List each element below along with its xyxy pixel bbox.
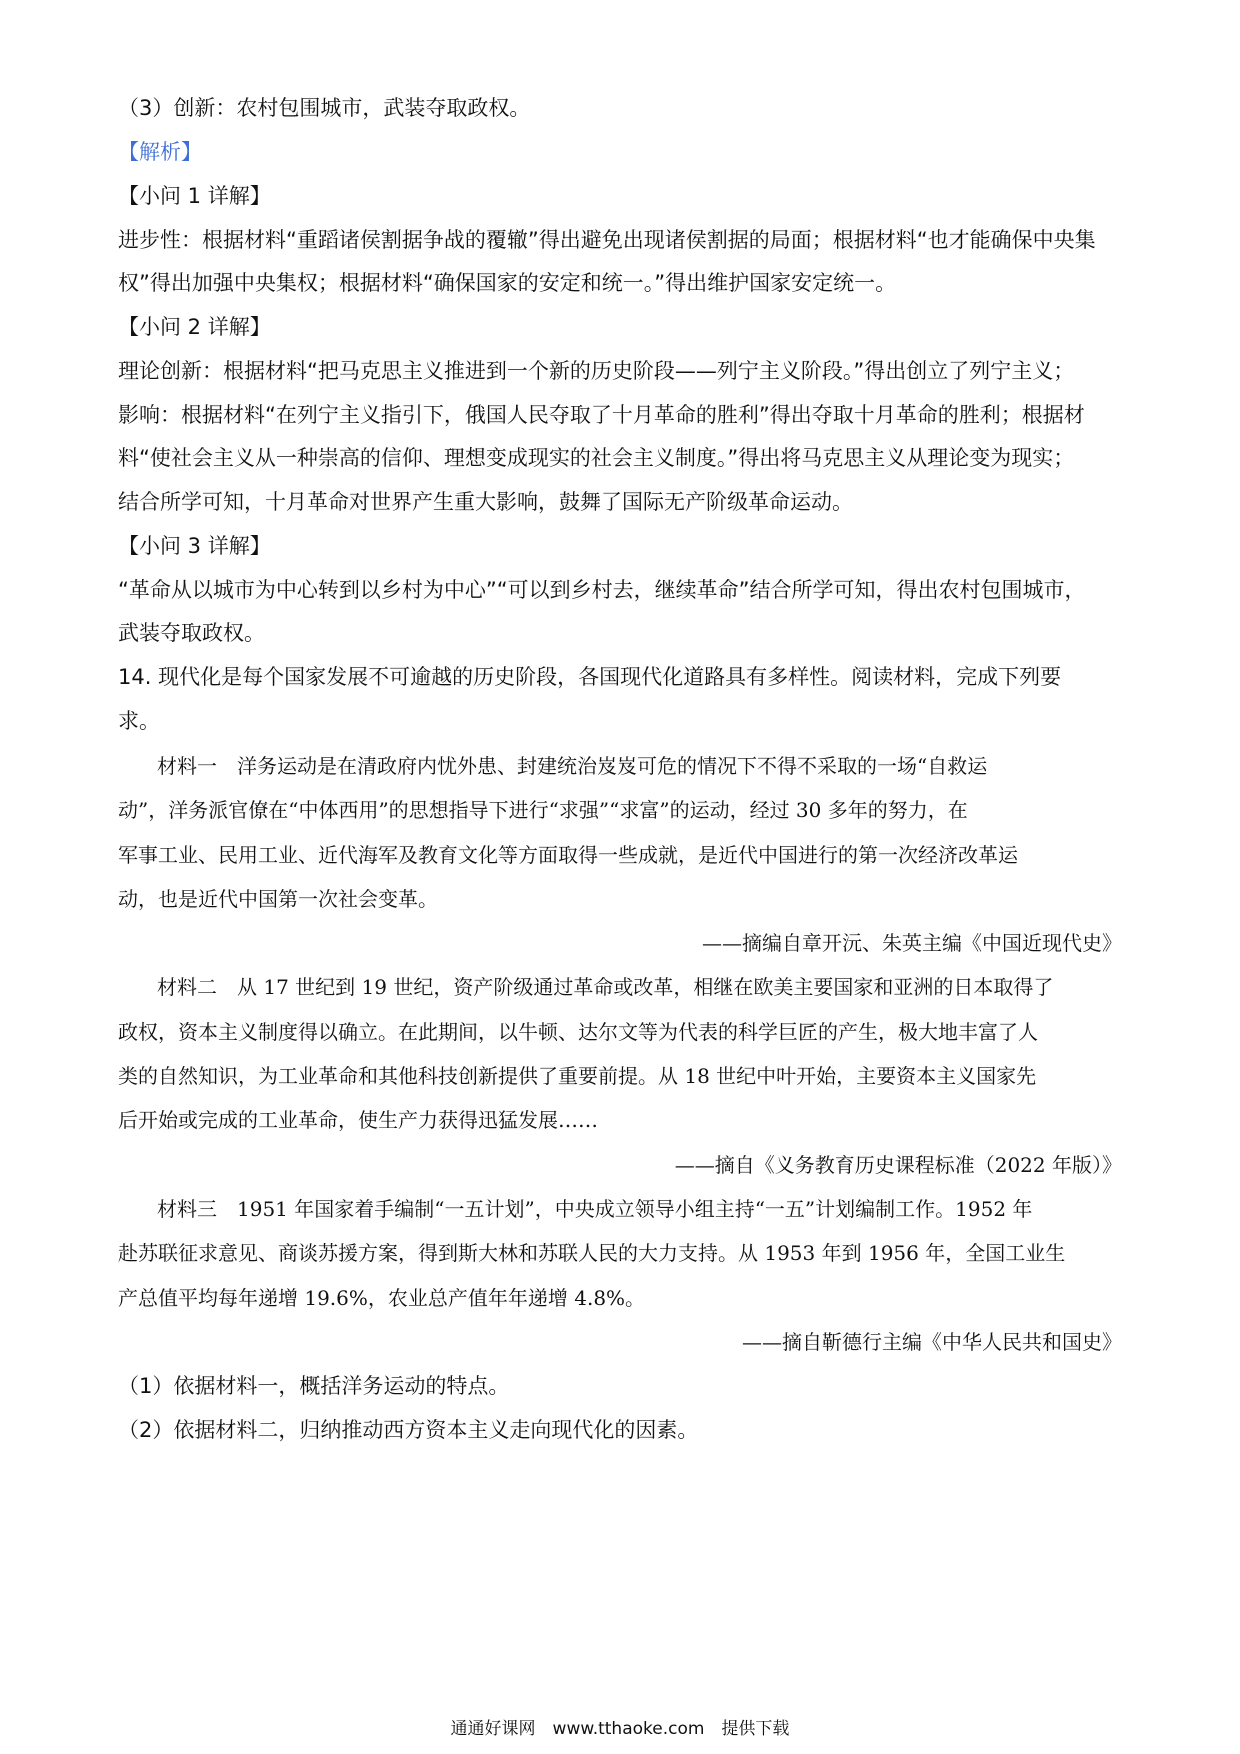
material-2-source: ——摘自《义务教育历史课程标准（2022 年版）》 [674,1153,1122,1177]
subq3-text-line: “革命从以城市为中心转到以乡村为中心”“可以到乡村去，继续革命”结合所学可知，得出农村包围城市， [118,578,1086,602]
subq3-text-line: 武装夺取政权。 [118,621,265,645]
material-3-line: 赴苏联征求意见、商谈苏援方案，得到斯大林和苏联人民的大力支持。从 1953 年到 1956 年，全国工业生 [118,1241,1066,1265]
subq2-text-line: 料“使社会主义从一种崇高的信仰、理想变成现实的社会主义制度。”得出将马克思主义从理论变为现实； [118,446,1075,470]
material-2-line: 后开始或完成的工业革命，使生产力获得迅猛发展…… [118,1108,598,1132]
subquestion-1: （1）依据材料一，概括洋务运动的特点。 [118,1374,510,1398]
subq1-text-line: 进步性：根据材料“重蹈诸侯割据争战的覆辙”得出避免出现诸侯割据的局面；根据材料“也才能确保中央集 [118,228,1096,252]
subq3-heading: 【小问 3 详解】 [118,534,271,558]
subq1-heading: 【小问 1 详解】 [118,184,271,208]
material-1-line: 动”，洋务派官僚在“中体西用”的思想指导下进行“求强”“求富”的运动，经过 30 多年的努力，在 [118,798,968,822]
analysis-heading: 【解析】 [118,140,202,164]
page-footer: 通通好课网 www.tthaoke.com 提供下载 [450,1719,790,1739]
material-1-line: 军事工业、民用工业、近代海军及教育文化等方面取得一些成就，是近代中国进行的第一次经济改革运 [118,843,1018,867]
question-14-stem: 14. 现代化是每个国家发展不可逾越的历史阶段，各国现代化道路具有多样性。阅读材料，完成下列要 [118,665,1062,689]
material-1-source: ——摘编自章开沅、朱英主编《中国近现代史》 [702,931,1122,955]
material-2-line: 材料二 从 17 世纪到 19 世纪，资产阶级通过革命或改革，相继在欧美主要国家和亚洲的日本取得了 [157,975,1054,999]
material-2-line: 类的自然知识，为工业革命和其他科技创新提供了重要前提。从 18 世纪中叶开始，主要资本主义国家先 [118,1064,1037,1088]
subq2-text-line: 结合所学可知，十月革命对世界产生重大影响，鼓舞了国际无产阶级革命运动。 [118,490,853,514]
subq2-heading: 【小问 2 详解】 [118,315,271,339]
material-3-line: 材料三 1951 年国家着手编制“一五计划”，中央成立领导小组主持“一五”计划编制工作。1952 年 [157,1197,1033,1221]
answer-3-line: （3）创新：农村包围城市，武装夺取政权。 [118,96,531,120]
subq1-text-line: 权”得出加强中央集权；根据材料“确保国家的安定和统一。”得出维护国家安定统一。 [118,271,897,295]
material-2-line: 政权，资本主义制度得以确立。在此期间，以牛顿、达尔文等为代表的科学巨匠的产生，极大地丰富了人 [118,1020,1038,1044]
question-14-stem: 求。 [118,709,160,733]
material-1-line: 动，也是近代中国第一次社会变革。 [118,887,438,911]
subq2-text-line: 理论创新：根据材料“把马克思主义推进到一个新的历史阶段——列宁主义阶段。”得出创立了列宁主义； [118,359,1075,383]
material-3-line: 产总值平均每年递增 19.6%，农业总产值年年递增 4.8%。 [118,1286,646,1310]
material-3-source: ——摘自靳德行主编《中华人民共和国史》 [742,1330,1122,1354]
material-1-line: 材料一 洋务运动是在清政府内忧外患、封建统治岌岌可危的情况下不得不采取的一场“自救运 [157,754,988,778]
subq2-text-line: 影响：根据材料“在列宁主义指引下，俄国人民夺取了十月革命的胜利”得出夺取十月革命的胜利；根据材 [118,403,1085,427]
subquestion-2: （2）依据材料二，归纳推动西方资本主义走向现代化的因素。 [118,1418,699,1442]
